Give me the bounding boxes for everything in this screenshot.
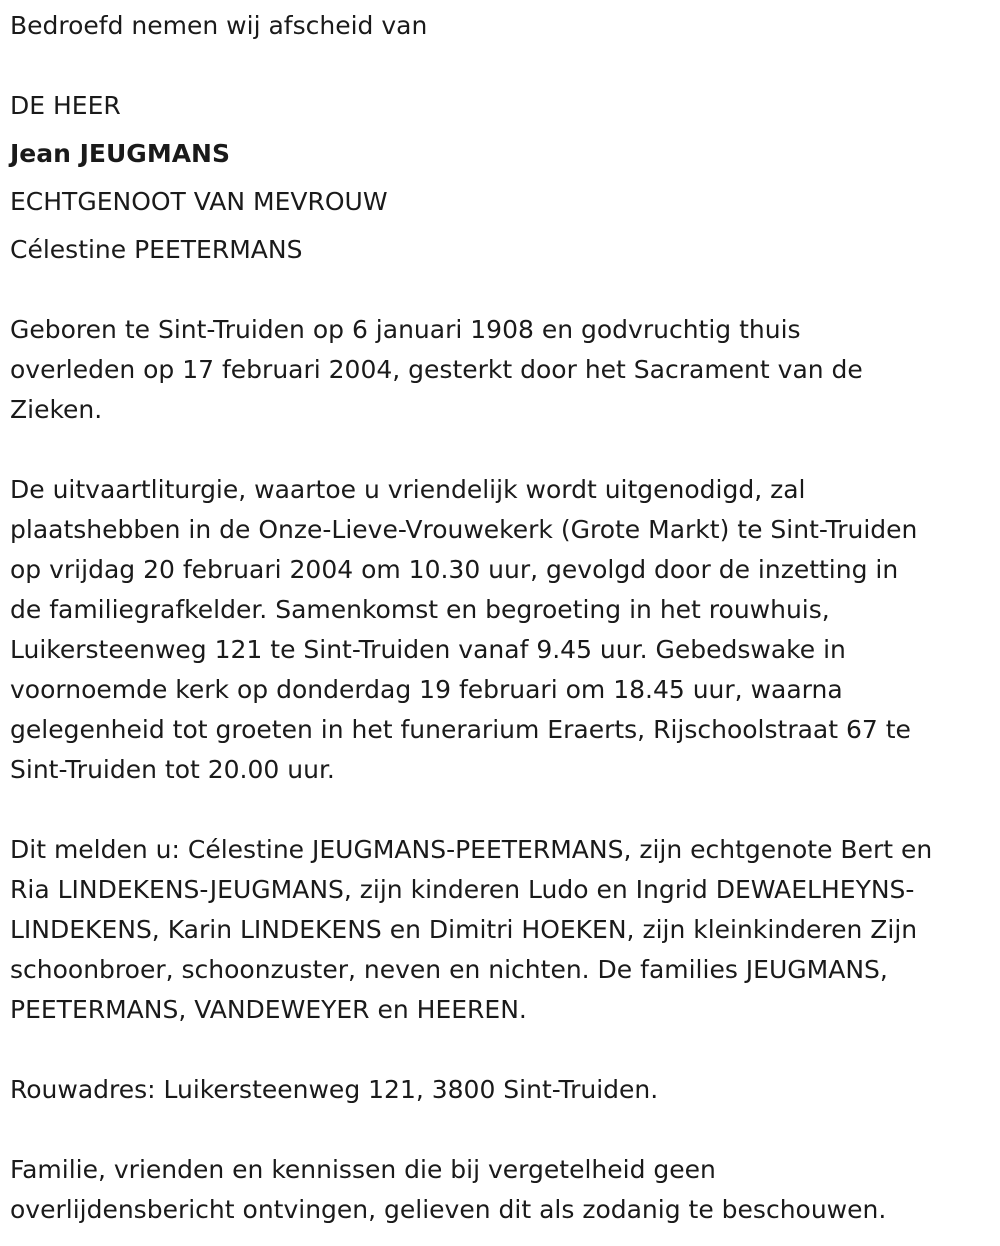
intro-text: Bedroefd nemen wij afscheid van	[10, 11, 428, 40]
honorific-title: DE HEER	[10, 91, 121, 120]
closing-paragraph: Familie, vrienden en kennissen die bij vergetelheid geen overlijdensbericht ontvingen, gelieven dit als zodanig te beschouwen.	[10, 1155, 887, 1224]
birth-death-paragraph: Geboren te Sint-Truiden op 6 januari 1908 en godvruchtig thuis overleden op 17 februari 2004, gesterkt door het Sacrament van de Zieken.	[10, 315, 863, 424]
address-paragraph: Rouwadres: Luikersteenweg 121, 3800 Sint-Truiden.	[10, 1075, 659, 1104]
spouse-title: ECHTGENOOT VAN MEVROUW	[10, 187, 388, 216]
spouse-name: Célestine PEETERMANS	[10, 235, 303, 264]
deceased-name: Jean JEUGMANS	[10, 139, 230, 168]
announcement-paragraph: Dit melden u: Célestine JEUGMANS-PEETERMANS, zijn echtgenote Bert en Ria LINDEKENS-JEUGMANS, zijn kinderen Ludo en Ingrid DEWAELHEYNS- LINDEKENS, Karin LINDEKENS en Dimitri HOEKEN, zijn kleinkinderen Zijn schoonbroer, schoonzuster, neven en nichten. De families JEUGMANS, PEETERMANS, VANDEWEYER en HEEREN.	[10, 835, 933, 1024]
funeral-paragraph: De uitvaartliturgie, waartoe u vriendelijk wordt uitgenodigd, zal plaatshebben in de Onze-Lieve-Vrouwekerk (Grote Markt) te Sint-Truiden op vrijdag 20 februari 2004 om 10.30 uur, gevolgd door de inzetting in de familiegrafkelder. Samenkomst en begroeting in het rouwhuis, Luikersteenweg 121 te Sint-Truiden vanaf 9.45 uur. Gebedswake in voornoemde kerk op donderdag 19 februari om 18.45 uur, waarna gelegenheid tot groeten in het funerarium Eraerts, Rijschoolstraat 67 te Sint-Truiden tot 20.00 uur.	[10, 475, 918, 784]
